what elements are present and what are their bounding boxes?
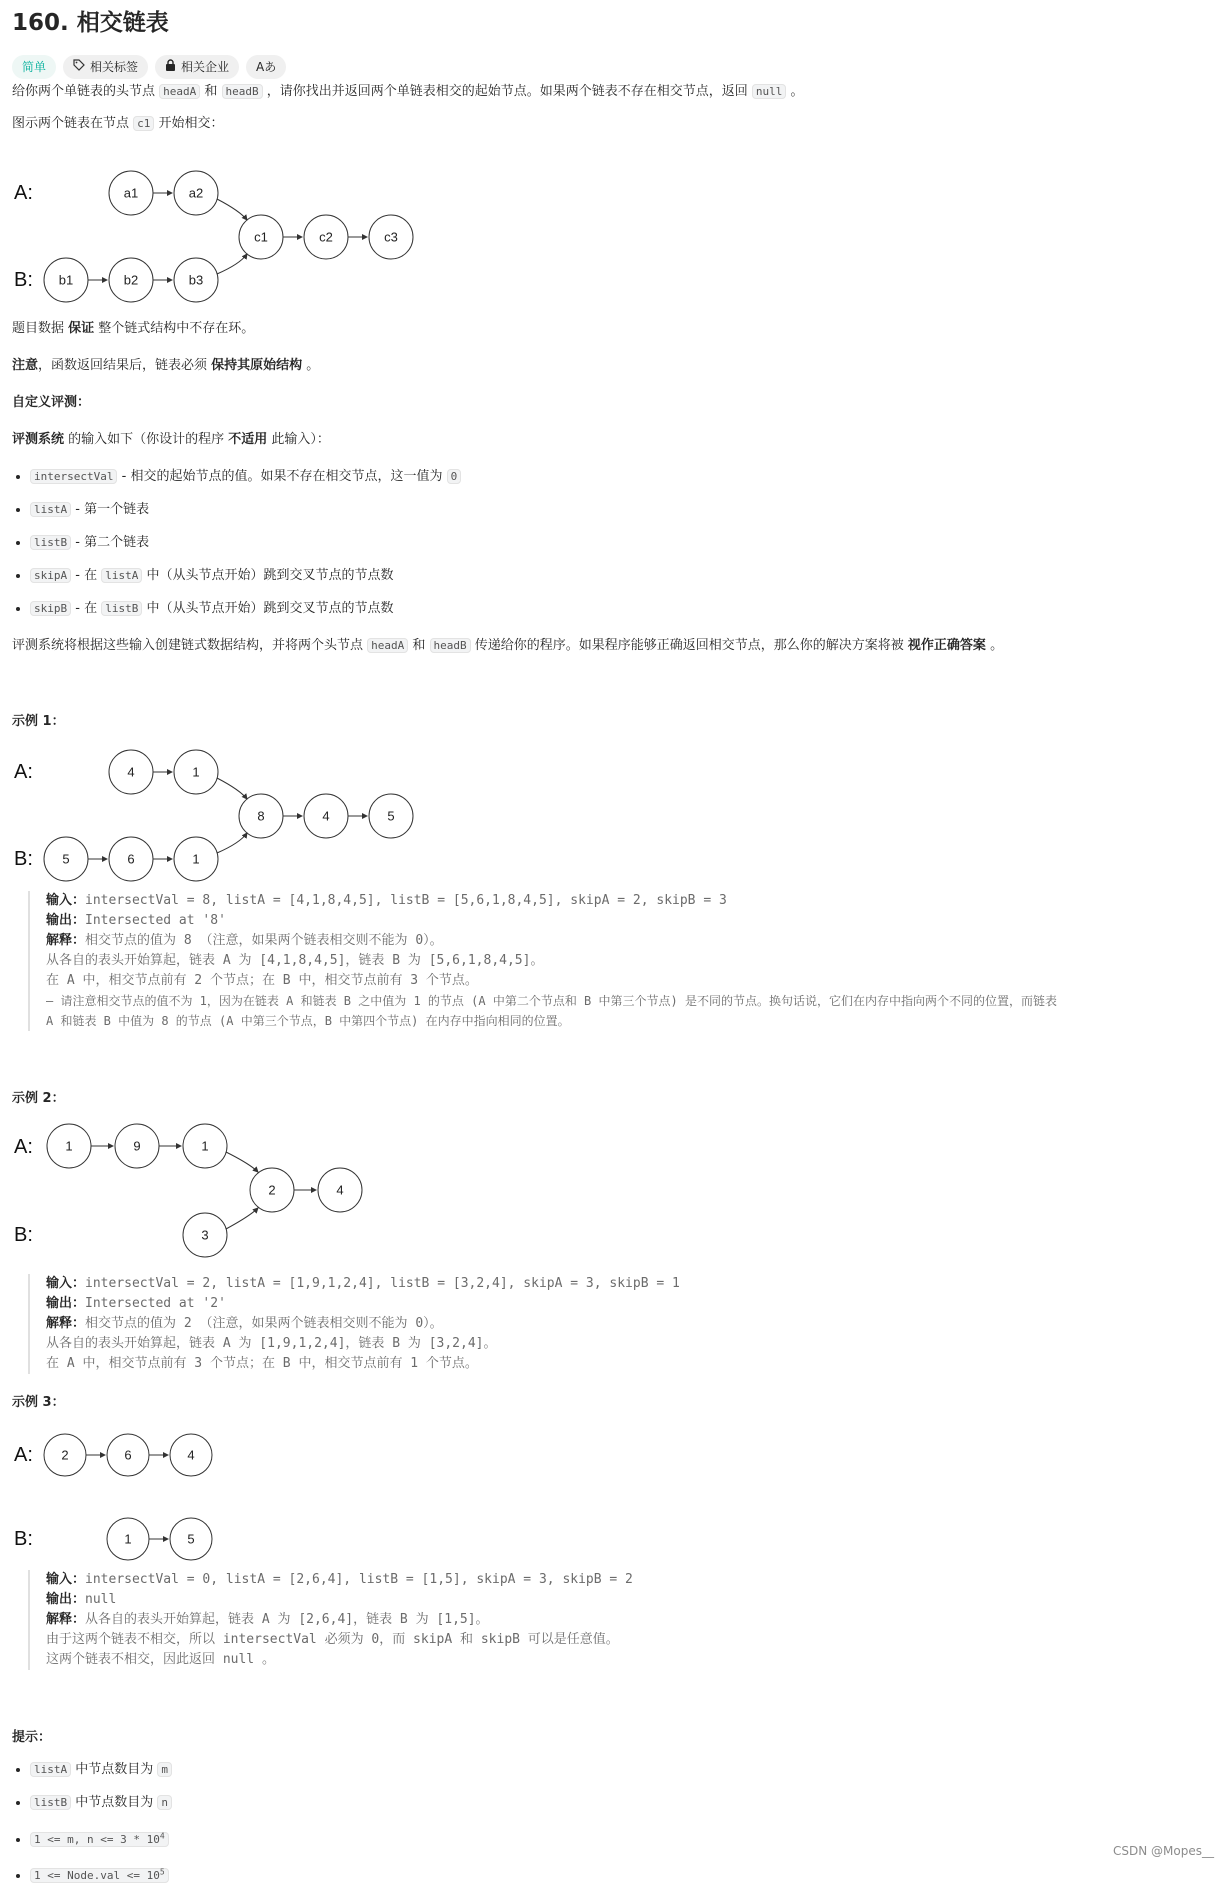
translate-button[interactable]: Aあ — [246, 55, 286, 79]
example3-code-block: 输入：intersectVal = 0, listA = [2,6,4], listB = [1,5], skipA = 3, skipB = 2 输出：null 解释：从各自的表头开始算起，链表 A 为 [2,6,4]，链表 B 为 [1,5]。 由于这两个链表不相交，所以 intersectVal 必须为 0，而 skipA 和 skipB 可以是任意值。 这两个链表不相交，因此返回 null 。 — [28, 1570, 633, 1670]
svg-text:8: 8 — [257, 808, 265, 824]
svg-text:5: 5 — [62, 851, 70, 867]
note-keep-structure: 注意，函数返回结果后，链表必须 保持其原始结构 。 — [12, 358, 320, 373]
example3-diagram — [14, 1434, 212, 1560]
node — [109, 750, 153, 794]
svg-text:2: 2 — [268, 1182, 276, 1198]
list-item: • listB - 第二个链表 — [30, 533, 461, 553]
list-b-label: B: — [14, 269, 33, 291]
edge — [217, 778, 247, 799]
node-b2 — [109, 258, 153, 302]
svg-text:6: 6 — [127, 851, 135, 867]
svg-text:a1: a1 — [123, 185, 139, 201]
list-b-label: B: — [14, 1528, 33, 1550]
watermark: CSDN @Mopes__ — [1113, 1844, 1214, 1858]
intro-paragraph: 给你两个单链表的头节点 headA 和 headB ，请你找出并返回两个单链表相交的起始节点。如果两个链表不存在相交节点，返回 null 。 — [12, 84, 804, 99]
example1-code-block: 输入：intersectVal = 8, listA = [4,1,8,4,5], listB = [5,6,1,8,4,5], skipA = 2, skipB = 3 输出：Intersected at '8' 解释：相交节点的值为 8 （注意，如果两个链表相交则不能为 0）。 从各自的表头开始算起，链表 A 为 [4,1,8,4,5]，链表 B 为 [5,6,1,8,4,5]。 在 A 中，相交节点前有 2 个节点；在 B 中，相交节点前有 3 个节点。 — 请注意相交节点的值不为 1，因为在链表 A 和链表 B 之中值为 1 的节点 (A 中第二个节点和 B 中第三个节点) 是不同的节点。换句话说，它们在内存中指向两个不同的位置，而链表 A 和链表 B 中值为 8 的节点 (A 中第三个节点，B 中第四个节点) 在内存中指向相同的位置。 — [28, 891, 1057, 1031]
example2-code-block: 输入：intersectVal = 2, listA = [1,9,1,2,4], listB = [3,2,4], skipA = 3, skipB = 1 输出：Intersected at '2' 解释：相交节点的值为 2 （注意，如果两个链表相交则不能为 0）。 从各自的表头开始算起，链表 A 为 [1,9,1,2,4]，链表 B 为 [3,2,4]。 在 A 中，相交节点前有 3 个节点；在 B 中，相交节点前有 1 个节点。 — [28, 1274, 680, 1374]
node — [109, 837, 153, 881]
intro-diagram-caption: 图示两个链表在节点 c1 开始相交： — [12, 116, 224, 131]
node-c3 — [369, 215, 413, 259]
edge — [217, 833, 247, 853]
node-a2 — [174, 171, 218, 215]
judge-input-desc: 评测系统 的输入如下（你设计的程序 不适用 此输入）： — [12, 432, 330, 447]
list-item: • listA - 第一个链表 — [30, 500, 461, 520]
custom-judge-heading: 自定义评测： — [12, 395, 91, 410]
list-item: • 1 <= Node.val <= $10^5$ — [30, 1863, 172, 1886]
node-a1 — [109, 171, 153, 215]
node-b3 — [174, 258, 218, 302]
example2-heading: 示例 2： — [12, 1091, 65, 1106]
node — [318, 1168, 362, 1212]
svg-text:1: 1 — [65, 1138, 73, 1154]
svg-text:2: 2 — [61, 1447, 69, 1463]
node-c2 — [304, 215, 348, 259]
list-a-label: A: — [14, 1136, 33, 1158]
hints-heading: 提示： — [12, 1730, 52, 1745]
related-companies-label: 相关企业 — [181, 60, 230, 74]
edge — [226, 1208, 258, 1229]
svg-text:1: 1 — [192, 851, 200, 867]
node — [115, 1124, 159, 1168]
svg-text:c1: c1 — [254, 229, 268, 245]
judge-input-list — [12, 467, 461, 619]
svg-text:b3: b3 — [188, 272, 204, 288]
svg-text:6: 6 — [124, 1447, 132, 1463]
svg-text:b2: b2 — [123, 272, 139, 288]
node — [44, 837, 88, 881]
list-item: • listB 中节点数目为 n — [30, 1793, 172, 1813]
node — [239, 794, 283, 838]
svg-text:5: 5 — [187, 1531, 195, 1547]
list-item: • skipA - 在 listA 中（从头节点开始）跳到交叉节点的节点数 — [30, 566, 461, 586]
svg-text:9: 9 — [133, 1138, 141, 1154]
page-title: 160. 相交链表 — [12, 10, 169, 36]
node — [304, 794, 348, 838]
svg-text:4: 4 — [322, 808, 330, 824]
node — [107, 1518, 149, 1560]
svg-text:5: 5 — [387, 808, 395, 824]
intro-diagram — [14, 171, 413, 302]
svg-text:c3: c3 — [384, 229, 398, 245]
svg-text:c2: c2 — [319, 229, 333, 245]
node — [250, 1168, 294, 1212]
edge — [226, 1152, 258, 1172]
example1-diagram — [14, 750, 413, 881]
svg-text:3: 3 — [201, 1227, 209, 1243]
svg-text:1: 1 — [124, 1531, 132, 1547]
node — [47, 1124, 91, 1168]
node — [174, 750, 218, 794]
edge — [217, 199, 247, 220]
svg-text:1: 1 — [192, 764, 200, 780]
list-b-label: B: — [14, 848, 33, 870]
svg-text:4: 4 — [127, 764, 135, 780]
related-tags-label: 相关标签 — [90, 60, 139, 74]
difficulty-badge[interactable]: 简单 — [12, 55, 56, 79]
list-a-label: A: — [14, 1444, 33, 1466]
svg-text:4: 4 — [187, 1447, 195, 1463]
judge-final-desc: 评测系统将根据这些输入创建链式数据结构，并将两个头节点 headA 和 headB 传递给你的程序。如果程序能够正确返回相交节点，那么你的解决方案将被 视作正确答案 。 — [12, 638, 1004, 653]
example3-heading: 示例 3： — [12, 1395, 65, 1410]
node — [44, 1434, 86, 1476]
node — [170, 1434, 212, 1476]
node — [369, 794, 413, 838]
list-item: • 1 <= m, $n <= 3 * 10^4$ — [30, 1826, 172, 1850]
example2-diagram — [14, 1124, 362, 1257]
list-a-label: A: — [14, 182, 33, 204]
node — [183, 1213, 227, 1257]
node-b1 — [44, 258, 88, 302]
edge — [217, 254, 247, 274]
hints-list — [12, 1760, 172, 1886]
note-no-cycle: 题目数据 保证 整个链式结构中不存在环。 — [12, 321, 255, 336]
node — [174, 837, 218, 881]
list-item: • listA 中节点数目为 m — [30, 1760, 172, 1780]
svg-text:b1: b1 — [58, 272, 74, 288]
node — [107, 1434, 149, 1476]
svg-text:a2: a2 — [188, 185, 204, 201]
node-c1 — [239, 215, 283, 259]
example1-heading: 示例 1： — [12, 714, 65, 729]
svg-text:1: 1 — [201, 1138, 209, 1154]
list-item: • skipB - 在 listB 中（从头节点开始）跳到交叉节点的节点数 — [30, 599, 461, 619]
node — [183, 1124, 227, 1168]
list-a-label: A: — [14, 761, 33, 783]
list-item: • intersectVal - 相交的起始节点的值。如果不存在相交节点，这一值为 0 — [30, 467, 461, 487]
node — [170, 1518, 212, 1560]
list-b-label: B: — [14, 1224, 33, 1246]
svg-text:4: 4 — [336, 1182, 344, 1198]
